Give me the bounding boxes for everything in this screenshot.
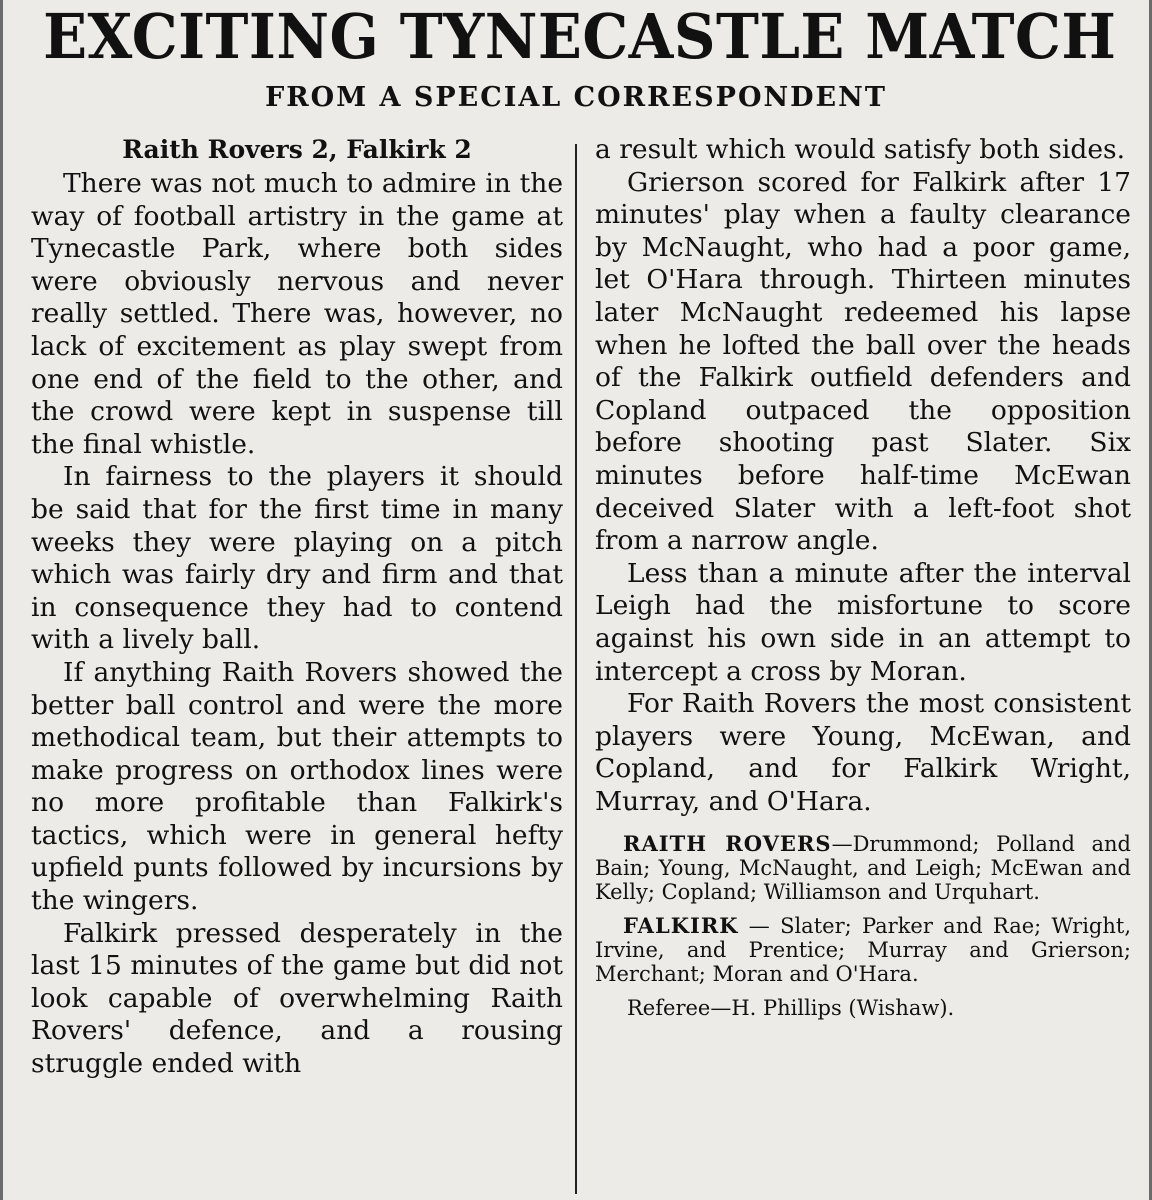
referee: Referee—H. Phillips (Wishaw).	[627, 996, 955, 1021]
paragraph: Less than a minute after the interval Leigh had the misfortune to score against his own side in an attempt to intercept a cross by Moran.	[595, 557, 1131, 687]
team-name: FALKIRK	[623, 913, 739, 939]
paragraph: Grierson scored for Falkirk after 17 minutes' play when a faulty clearance by McNaught, who had a poor game, let O'Hara through. Thirteen minutes later McNaught redeemed his lapse when he lofted the ball over the heads of the Falkirk outfield defenders and Copland outpaced the opposition before shooting past Slater. Six minutes before half-time McEwan deceived Slater with a left-foot shot from a narrow angle.	[595, 166, 1131, 557]
paragraph: If anything Raith Rovers showed the better ball control and were the more methodical team, but their attempts to make progress on orthodox lines were no more profitable than Falkirk's tactics, which were in general hefty upfield punts followed by incursions by the wingers.	[31, 656, 563, 917]
score-line: Raith Rovers 2, Falkirk 2	[122, 135, 472, 164]
paragraph: For Raith Rovers the most consistent players were Young, McEwan, and Copland, and for Falkirk Wright, Murray, and O'Hara.	[595, 688, 1131, 817]
left-column	[31, 134, 563, 1081]
team-players: — Slater; Parker and Rae; Wright, Irvine, and Prentice; Murray and Grierson; Merchant; Moran and O'Hara.	[595, 914, 1131, 987]
team-name: RAITH ROVERS	[623, 831, 832, 857]
team-players: —Drummond; Polland and Bain; Young, McNaught, and Leigh; McEwan and Kelly; Copland; Williamson and Urquhart.	[595, 832, 1131, 905]
headline: EXCITING TYNECASTLE MATCH	[43, 0, 1117, 73]
column-divider	[575, 144, 577, 1194]
paragraph: In fairness to the players it should be said that for the first time in many weeks they were playing on a pitch which was fairly dry and firm and that in consequence they had to contend with a lively ball.	[31, 461, 563, 656]
team-lineups	[595, 832, 1131, 986]
paragraph: Falkirk pressed desperately in the last 15 minutes of the game but did not look capable of overwhelming Raith Rovers' defence, and a rousing struggle ended with	[31, 917, 563, 1080]
right-column	[595, 134, 1131, 1020]
paragraph-continuation: a result which would satisfy both sides.	[595, 134, 1126, 165]
byline: FROM A SPECIAL CORRESPONDENT	[265, 82, 887, 113]
lineup-falkirk	[595, 914, 1131, 986]
paragraph: There was not much to admire in the way of football artistry in the game at Tynecastle Park, where both sides were obviously nervous and never really settled. There was, however, no lack of excitement as play swept from one end of the field to the other, and the crowd were kept in suspense till the final whistle.	[31, 168, 563, 460]
lineup-raith-rovers	[595, 832, 1131, 904]
